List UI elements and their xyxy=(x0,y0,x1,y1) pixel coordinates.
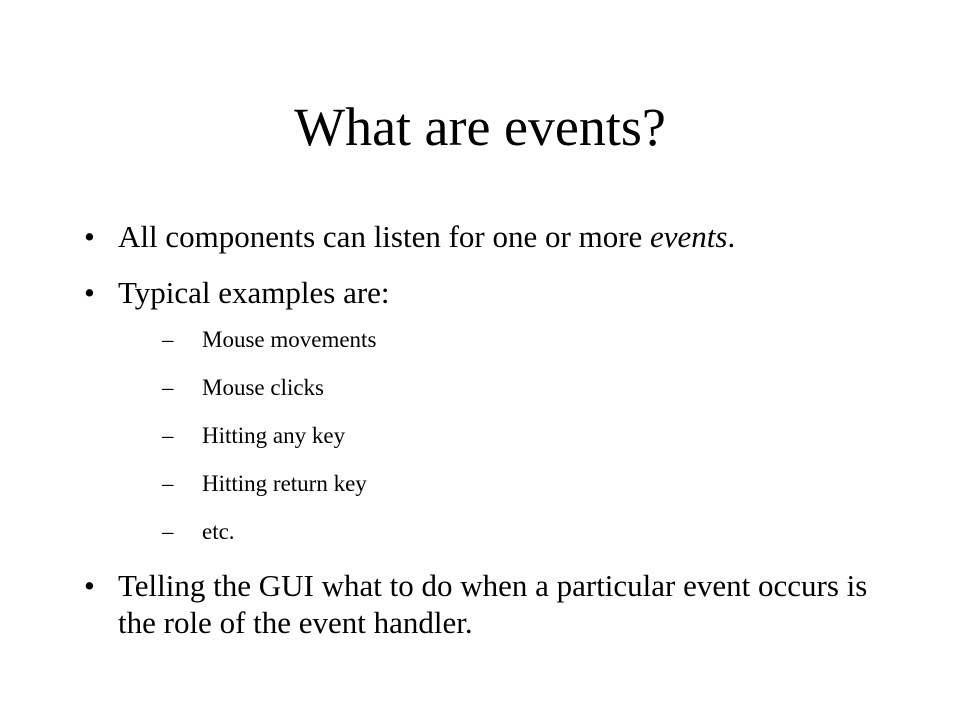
bullet-marker: • xyxy=(84,275,95,310)
sub-bullet-item xyxy=(162,375,904,401)
sub-bullet-item xyxy=(162,471,904,497)
bullet-text-part: . xyxy=(727,219,736,254)
sub-bullet-text: Hitting any key xyxy=(202,423,346,448)
sub-bullet-item xyxy=(162,519,904,545)
bullet-text xyxy=(118,219,735,254)
sub-bullet-text: etc. xyxy=(202,519,235,544)
sub-bullet-marker: – xyxy=(162,471,174,496)
bullet-item-examples xyxy=(84,274,904,545)
sub-bullet-marker: – xyxy=(162,327,174,352)
sub-bullet-marker: – xyxy=(162,375,174,400)
bullet-marker: • xyxy=(84,219,95,254)
sub-bullet-marker: – xyxy=(162,423,174,448)
bullet-marker: • xyxy=(84,568,95,603)
sub-bullet-item xyxy=(162,327,904,353)
bullet-item-event-handler xyxy=(84,567,904,641)
sub-bullet-marker: – xyxy=(162,519,174,544)
sub-bullet-list xyxy=(118,327,904,545)
sub-bullet-text: Mouse clicks xyxy=(202,375,325,400)
bullet-list xyxy=(84,218,904,641)
bullet-emphasis: events xyxy=(650,219,728,254)
bullet-text: Typical examples are: xyxy=(118,275,390,310)
sub-bullet-text: Mouse movements xyxy=(202,327,377,352)
bullet-item-components xyxy=(84,218,904,255)
slide-title: What are events? xyxy=(294,97,666,157)
sub-bullet-text: Hitting return key xyxy=(202,471,367,496)
bullet-text-part: All components can listen for one or more xyxy=(118,219,651,254)
bullet-text: Telling the GUI what to do when a particular event occurs is the role of the event handler. xyxy=(118,568,868,640)
sub-bullet-item xyxy=(162,423,904,449)
